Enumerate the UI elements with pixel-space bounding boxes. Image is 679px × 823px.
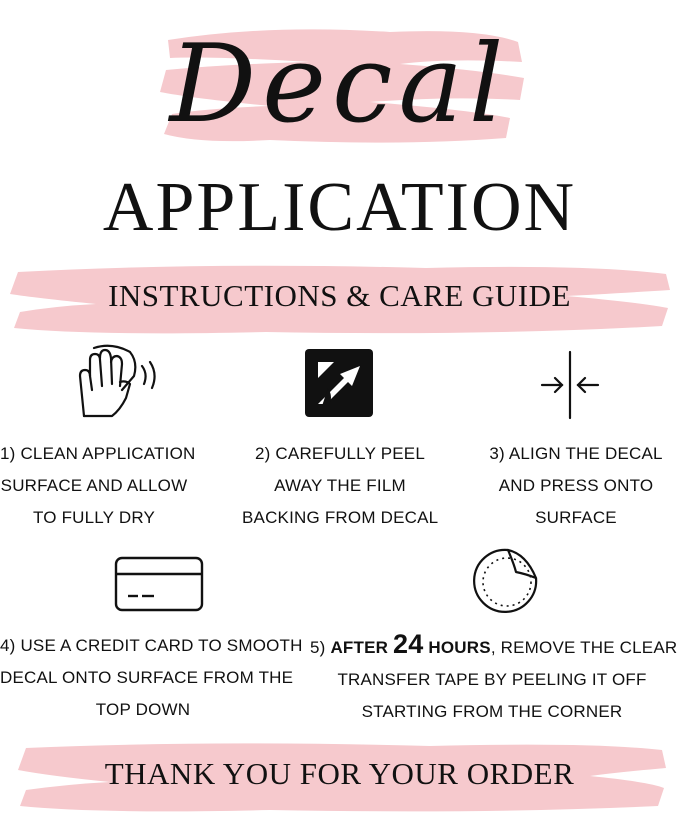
hours-number: 24 <box>393 629 424 659</box>
step-1-text: 1) CLEAN APPLICATION SURFACE AND ALLOW TO FULLY DRY <box>0 444 196 527</box>
peeling-sticker-icon <box>470 544 546 620</box>
hand-wiping-icon <box>72 346 162 422</box>
script-title: Decal <box>169 22 510 147</box>
subtitle: INSTRUCTIONS & CARE GUIDE <box>108 278 571 313</box>
page-title: APPLICATION <box>102 169 577 246</box>
footer-thank-you: THANK YOU FOR YOUR ORDER <box>104 756 575 791</box>
step-5-text: 5) AFTER 24 HOURS, REMOVE THE CLEAR TRANSFER TAPE BY PEELING IT OFF STARTING FROM THE CORNER <box>310 629 678 721</box>
step-2-text: 2) CAREFULLY PEEL AWAY THE FILM BACKING FROM DECAL <box>242 444 439 527</box>
align-arrows-icon <box>538 350 602 420</box>
credit-card-icon <box>114 556 204 612</box>
step-4-text: 4) USE A CREDIT CARD TO SMOOTH DECAL ONTO SURFACE FROM THE TOP DOWN <box>0 636 303 719</box>
step-3-text: 3) ALIGN THE DECAL AND PRESS ONTO SURFACE <box>489 444 663 527</box>
step-5-line-1: 5) AFTER 24 HOURS, REMOVE THE CLEAR <box>310 629 678 659</box>
peel-corner-icon <box>304 348 374 418</box>
